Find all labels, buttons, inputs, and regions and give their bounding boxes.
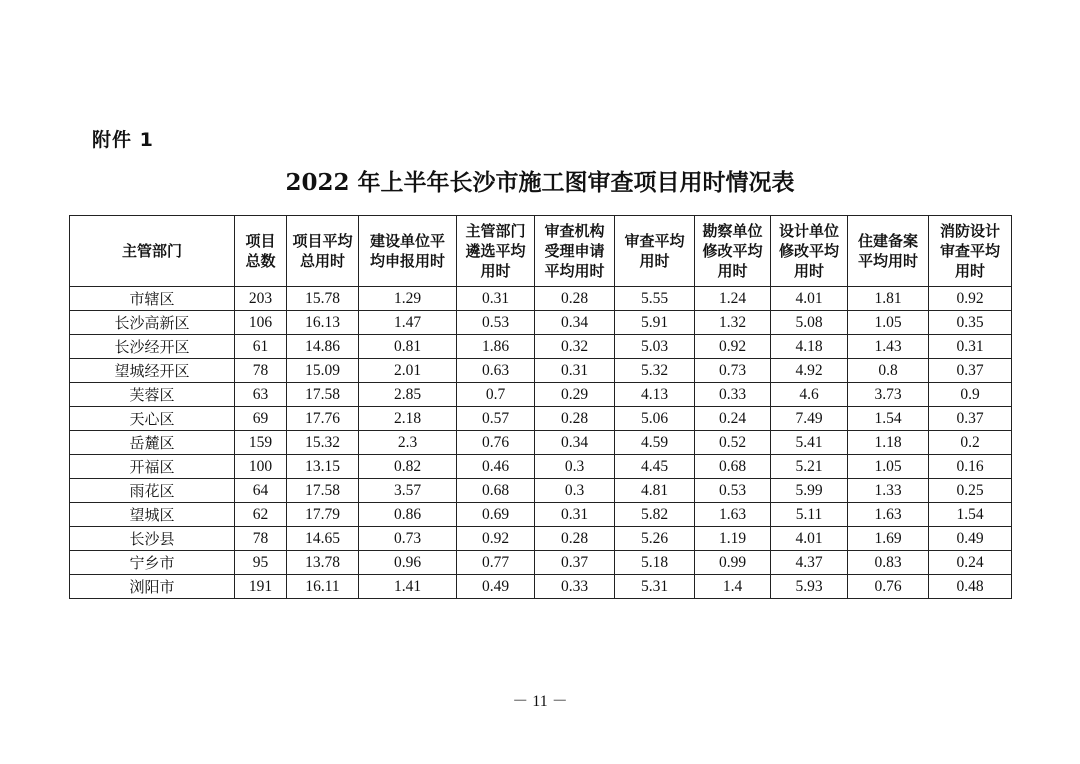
value-cell: 0.77 (457, 551, 535, 575)
value-cell: 4.6 (771, 383, 848, 407)
value-cell: 13.78 (287, 551, 359, 575)
column-header: 项目平均 总用时 (287, 216, 359, 287)
value-cell: 14.65 (287, 527, 359, 551)
department-cell: 长沙经开区 (70, 335, 235, 359)
value-cell: 0.99 (695, 551, 771, 575)
value-cell: 0.92 (929, 287, 1012, 311)
value-cell: 0.35 (929, 311, 1012, 335)
value-cell: 4.81 (615, 479, 695, 503)
value-cell: 2.18 (359, 407, 457, 431)
value-cell: 5.08 (771, 311, 848, 335)
value-cell: 16.13 (287, 311, 359, 335)
value-cell: 1.81 (848, 287, 929, 311)
value-cell: 0.52 (695, 431, 771, 455)
value-cell: 1.24 (695, 287, 771, 311)
value-cell: 0.92 (695, 335, 771, 359)
value-cell: 62 (235, 503, 287, 527)
value-cell: 64 (235, 479, 287, 503)
table-row (70, 407, 1012, 431)
value-cell: 0.16 (929, 455, 1012, 479)
value-cell: 95 (235, 551, 287, 575)
table-row (70, 551, 1012, 575)
column-header: 住建备案 平均用时 (848, 216, 929, 287)
table-row (70, 359, 1012, 383)
value-cell: 0.28 (535, 407, 615, 431)
table-row (70, 503, 1012, 527)
table-row (70, 335, 1012, 359)
value-cell: 17.58 (287, 479, 359, 503)
value-cell: 0.83 (848, 551, 929, 575)
column-header: 审查机构 受理申请 平均用时 (535, 216, 615, 287)
value-cell: 0.7 (457, 383, 535, 407)
value-cell: 0.3 (535, 455, 615, 479)
value-cell: 2.85 (359, 383, 457, 407)
value-cell: 0.46 (457, 455, 535, 479)
value-cell: 1.29 (359, 287, 457, 311)
value-cell: 17.79 (287, 503, 359, 527)
column-header: 主管部门 (70, 216, 235, 287)
value-cell: 15.78 (287, 287, 359, 311)
value-cell: 203 (235, 287, 287, 311)
value-cell: 61 (235, 335, 287, 359)
department-cell: 岳麓区 (70, 431, 235, 455)
value-cell: 0.49 (457, 575, 535, 599)
value-cell: 0.68 (457, 479, 535, 503)
value-cell: 0.9 (929, 383, 1012, 407)
department-cell: 开福区 (70, 455, 235, 479)
value-cell: 78 (235, 527, 287, 551)
value-cell: 17.76 (287, 407, 359, 431)
value-cell: 1.63 (695, 503, 771, 527)
value-cell: 0.48 (929, 575, 1012, 599)
department-cell: 宁乡市 (70, 551, 235, 575)
value-cell: 3.57 (359, 479, 457, 503)
value-cell: 0.24 (929, 551, 1012, 575)
value-cell: 0.31 (535, 503, 615, 527)
value-cell: 0.25 (929, 479, 1012, 503)
value-cell: 0.28 (535, 527, 615, 551)
value-cell: 1.05 (848, 311, 929, 335)
table-row (70, 383, 1012, 407)
value-cell: 100 (235, 455, 287, 479)
value-cell: 1.19 (695, 527, 771, 551)
value-cell: 14.86 (287, 335, 359, 359)
value-cell: 1.4 (695, 575, 771, 599)
value-cell: 0.34 (535, 311, 615, 335)
value-cell: 0.53 (695, 479, 771, 503)
value-cell: 4.13 (615, 383, 695, 407)
value-cell: 1.05 (848, 455, 929, 479)
value-cell: 1.54 (848, 407, 929, 431)
value-cell: 0.81 (359, 335, 457, 359)
value-cell: 0.82 (359, 455, 457, 479)
value-cell: 1.41 (359, 575, 457, 599)
value-cell: 5.18 (615, 551, 695, 575)
value-cell: 191 (235, 575, 287, 599)
value-cell: 0.92 (457, 527, 535, 551)
value-cell: 0.73 (695, 359, 771, 383)
value-cell: 5.21 (771, 455, 848, 479)
value-cell: 1.47 (359, 311, 457, 335)
column-header: 勘察单位 修改平均 用时 (695, 216, 771, 287)
table-row (70, 479, 1012, 503)
value-cell: 0.31 (535, 359, 615, 383)
value-cell: 69 (235, 407, 287, 431)
column-header: 设计单位 修改平均 用时 (771, 216, 848, 287)
department-cell: 芙蓉区 (70, 383, 235, 407)
table-row (70, 311, 1012, 335)
value-cell: 5.32 (615, 359, 695, 383)
value-cell: 0.63 (457, 359, 535, 383)
value-cell: 0.33 (695, 383, 771, 407)
table-row (70, 575, 1012, 599)
value-cell: 63 (235, 383, 287, 407)
value-cell: 4.37 (771, 551, 848, 575)
value-cell: 2.3 (359, 431, 457, 455)
value-cell: 5.55 (615, 287, 695, 311)
value-cell: 0.37 (929, 359, 1012, 383)
value-cell: 13.15 (287, 455, 359, 479)
value-cell: 1.54 (929, 503, 1012, 527)
value-cell: 0.37 (929, 407, 1012, 431)
table-row (70, 287, 1012, 311)
department-cell: 天心区 (70, 407, 235, 431)
value-cell: 5.11 (771, 503, 848, 527)
column-header: 消防设计 审查平均 用时 (929, 216, 1012, 287)
value-cell: 17.58 (287, 383, 359, 407)
value-cell: 4.59 (615, 431, 695, 455)
table-row (70, 527, 1012, 551)
value-cell: 0.86 (359, 503, 457, 527)
department-cell: 望城经开区 (70, 359, 235, 383)
value-cell: 3.73 (848, 383, 929, 407)
value-cell: 0.2 (929, 431, 1012, 455)
column-header: 项目 总数 (235, 216, 287, 287)
value-cell: 0.49 (929, 527, 1012, 551)
value-cell: 5.06 (615, 407, 695, 431)
department-cell: 浏阳市 (70, 575, 235, 599)
value-cell: 0.29 (535, 383, 615, 407)
value-cell: 0.69 (457, 503, 535, 527)
value-cell: 15.09 (287, 359, 359, 383)
value-cell: 0.31 (929, 335, 1012, 359)
value-cell: 2.01 (359, 359, 457, 383)
value-cell: 16.11 (287, 575, 359, 599)
value-cell: 1.43 (848, 335, 929, 359)
department-cell: 长沙高新区 (70, 311, 235, 335)
value-cell: 0.32 (535, 335, 615, 359)
value-cell: 4.45 (615, 455, 695, 479)
value-cell: 0.76 (457, 431, 535, 455)
value-cell: 0.73 (359, 527, 457, 551)
department-cell: 长沙县 (70, 527, 235, 551)
value-cell: 1.18 (848, 431, 929, 455)
value-cell: 0.3 (535, 479, 615, 503)
value-cell: 1.63 (848, 503, 929, 527)
value-cell: 0.53 (457, 311, 535, 335)
document-title: 2022 年上半年长沙市施工图审查项目用时情况表 (285, 169, 795, 196)
value-cell: 5.03 (615, 335, 695, 359)
value-cell: 78 (235, 359, 287, 383)
value-cell: 0.24 (695, 407, 771, 431)
value-cell: 4.92 (771, 359, 848, 383)
value-cell: 5.91 (615, 311, 695, 335)
value-cell: 4.01 (771, 527, 848, 551)
value-cell: 0.8 (848, 359, 929, 383)
value-cell: 0.28 (535, 287, 615, 311)
value-cell: 1.32 (695, 311, 771, 335)
value-cell: 4.18 (771, 335, 848, 359)
value-cell: 1.33 (848, 479, 929, 503)
department-cell: 望城区 (70, 503, 235, 527)
value-cell: 5.31 (615, 575, 695, 599)
table-body (70, 287, 1012, 599)
value-cell: 7.49 (771, 407, 848, 431)
department-cell: 市辖区 (70, 287, 235, 311)
value-cell: 0.57 (457, 407, 535, 431)
value-cell: 1.69 (848, 527, 929, 551)
value-cell: 1.86 (457, 335, 535, 359)
department-cell: 雨花区 (70, 479, 235, 503)
table-header-row (70, 216, 1012, 287)
table-row (70, 431, 1012, 455)
value-cell: 5.41 (771, 431, 848, 455)
value-cell: 15.32 (287, 431, 359, 455)
value-cell: 0.68 (695, 455, 771, 479)
value-cell: 5.26 (615, 527, 695, 551)
column-header: 审查平均 用时 (615, 216, 695, 287)
value-cell: 5.82 (615, 503, 695, 527)
attachment-label: 附件 1 (92, 129, 154, 151)
review-time-table (69, 215, 1012, 599)
value-cell: 0.31 (457, 287, 535, 311)
page-number: － 11 － (512, 693, 568, 710)
value-cell: 5.93 (771, 575, 848, 599)
value-cell: 4.01 (771, 287, 848, 311)
column-header: 建设单位平 均申报用时 (359, 216, 457, 287)
column-header: 主管部门 遴选平均 用时 (457, 216, 535, 287)
value-cell: 106 (235, 311, 287, 335)
value-cell: 5.99 (771, 479, 848, 503)
value-cell: 0.76 (848, 575, 929, 599)
value-cell: 0.96 (359, 551, 457, 575)
value-cell: 0.33 (535, 575, 615, 599)
table-row (70, 455, 1012, 479)
value-cell: 0.37 (535, 551, 615, 575)
value-cell: 0.34 (535, 431, 615, 455)
value-cell: 159 (235, 431, 287, 455)
